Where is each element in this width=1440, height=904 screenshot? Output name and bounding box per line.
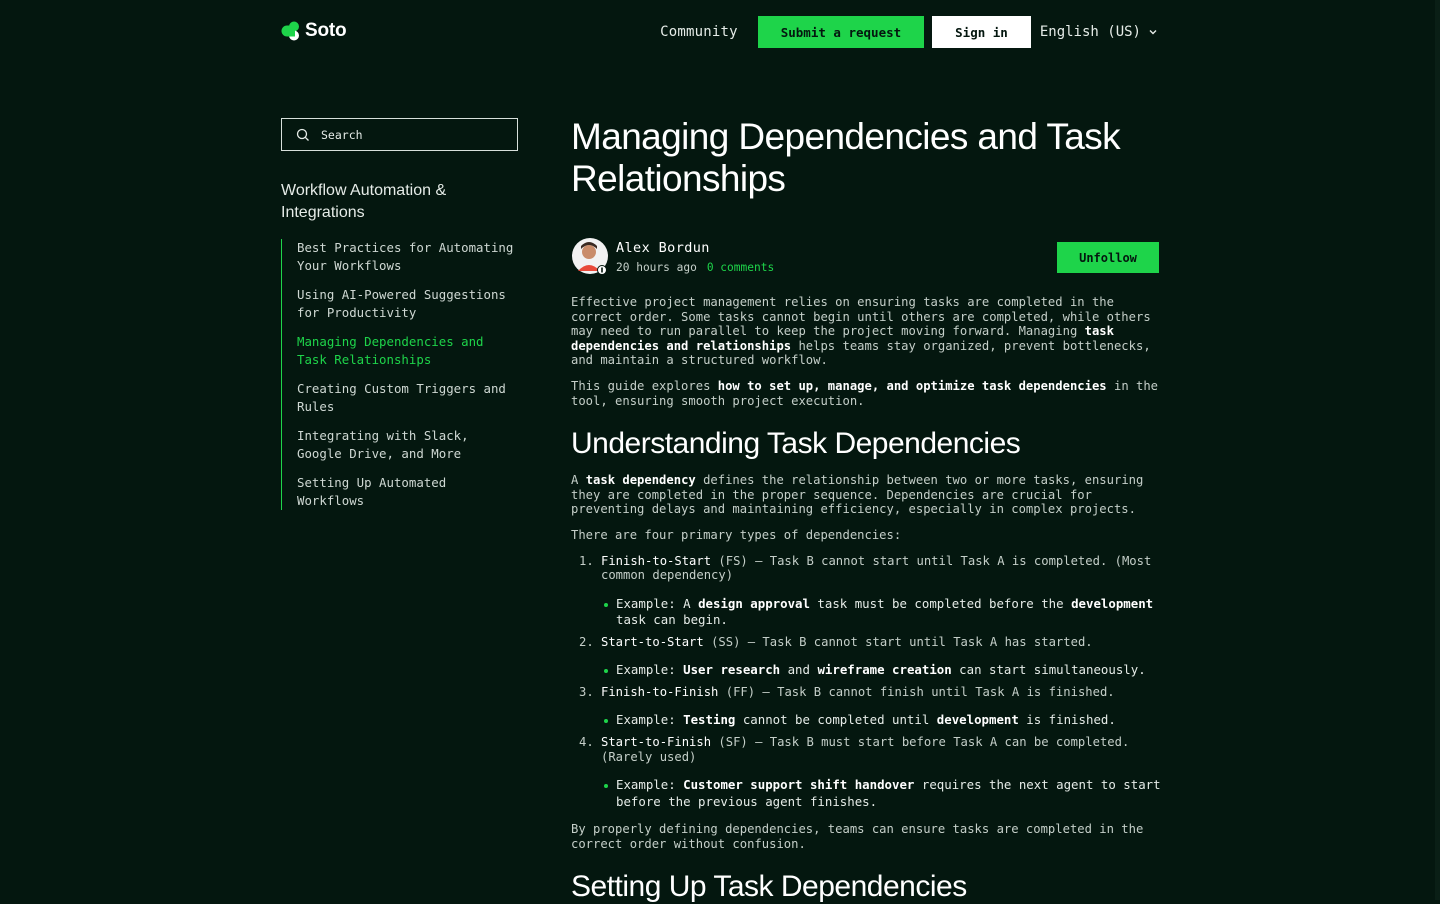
list-item: 4. Start-to-Finish (SF) – Task B must start before Task A can be completed. (Rarely used) Example: Customer support shift handover requires the next agent to start before the previous agent finishes. (579, 734, 1161, 809)
search-icon (296, 128, 310, 142)
intro-paragraph-2: This guide explores how to set up, manage, and optimize task dependencies in the tool, ensuring smooth project execution. (571, 378, 1159, 408)
search-input[interactable] (319, 127, 499, 143)
author-row (571, 237, 1161, 277)
closing-paragraph: By properly defining dependencies, teams can ensure tasks are completed in the correct order without confusion. (571, 822, 1144, 851)
unfollow-button[interactable]: Unfollow (1057, 242, 1159, 273)
article-sidebar (281, 118, 519, 510)
section-paragraph-2: There are four primary types of dependencies: (571, 527, 902, 542)
list-item: 3. Finish-to-Finish (FF) – Task B cannot finish until Task A is finished. Example: Testing cannot be completed until development is finished. (571, 685, 1161, 729)
avatar[interactable] (571, 237, 609, 275)
brand-name: Soto (305, 20, 347, 41)
language-selector[interactable] (1040, 24, 1159, 40)
soto-logo-icon (281, 21, 301, 41)
list-item: 2. Start-to-Start (SS) – Task B cannot start until Task A has started. Example: User research and wireframe creation can start simultaneously. (571, 635, 1161, 679)
dependency-types-list (571, 554, 1161, 811)
list-item: 1. Finish-to-Start (FS) – Task B cannot start until Task A is completed. (Most common dependency) Example: A design approval task must be completed before the development task can begin. (571, 554, 1161, 629)
example-item: Example: Customer support shift handover requires the next agent to start before the previous agent finishes. (601, 777, 1161, 810)
comments-link[interactable]: 0 comments (706, 261, 775, 274)
section-heading-understanding: Understanding Task Dependencies (571, 427, 1021, 461)
article-body (571, 295, 1161, 904)
article-title: Managing Dependencies and Task Relationships (571, 116, 1121, 199)
sidebar-item-custom-triggers[interactable]: Creating Custom Triggers and Rules (297, 381, 506, 414)
author-name[interactable]: Alex Bordun (616, 240, 710, 256)
article (571, 116, 1161, 904)
submit-request-button[interactable]: Submit a request (758, 16, 924, 48)
header-nav (660, 16, 1159, 48)
example-item: Example: A design approval task must be completed before the development task can begin. (601, 596, 1161, 629)
page-scrollbar[interactable] (1435, 0, 1440, 900)
brand-logo[interactable] (281, 20, 346, 42)
section-paragraph-1: A task dependency defines the relationship between two or more tasks, ensuring they are completed in the proper sequence. Dependencies are crucial for preventing delays and maintaining efficiency, especially in complex projects. (571, 473, 1144, 517)
sign-in-button[interactable]: Sign in (932, 16, 1031, 48)
sidebar-item-automated-workflows[interactable]: Setting Up Automated Workflows (297, 475, 447, 508)
section-title[interactable]: Workflow Automation & Integrations (281, 182, 447, 221)
language-label: English (US) (1039, 24, 1141, 40)
sidebar-item-ai-suggestions[interactable]: Using AI-Powered Suggestions for Productivity (297, 287, 506, 320)
community-link[interactable]: Community (660, 24, 738, 40)
search-box[interactable] (281, 118, 518, 151)
article-meta (616, 261, 774, 274)
section-heading-setting-up: Setting Up Task Dependencies (571, 870, 967, 904)
intro-paragraph-1: Effective project management relies on ensuring tasks are completed in the correct order. Some tasks cannot begin until others are completed, while others may need to run parallel to keep the project moving forward. Managing task dependencies and relationships helps teams stay organized, prevent bottlenecks, and maintain a structured workflow. (571, 295, 1151, 368)
example-item: Example: User research and wireframe creation can start simultaneously. (601, 662, 1161, 679)
chevron-down-icon (1147, 26, 1159, 38)
post-time: 20 hours ago (616, 261, 697, 274)
sidebar-article-list (281, 239, 519, 510)
example-item: Example: Testing cannot be completed until development is finished. (601, 712, 1161, 729)
sidebar-item-integrations[interactable]: Integrating with Slack, Google Drive, and More (297, 428, 469, 461)
sidebar-item-managing-dependencies[interactable]: Managing Dependencies and Task Relationships (297, 334, 484, 367)
sidebar-item-best-practices[interactable]: Best Practices for Automating Your Workflows (297, 240, 514, 273)
top-header (0, 0, 1440, 64)
